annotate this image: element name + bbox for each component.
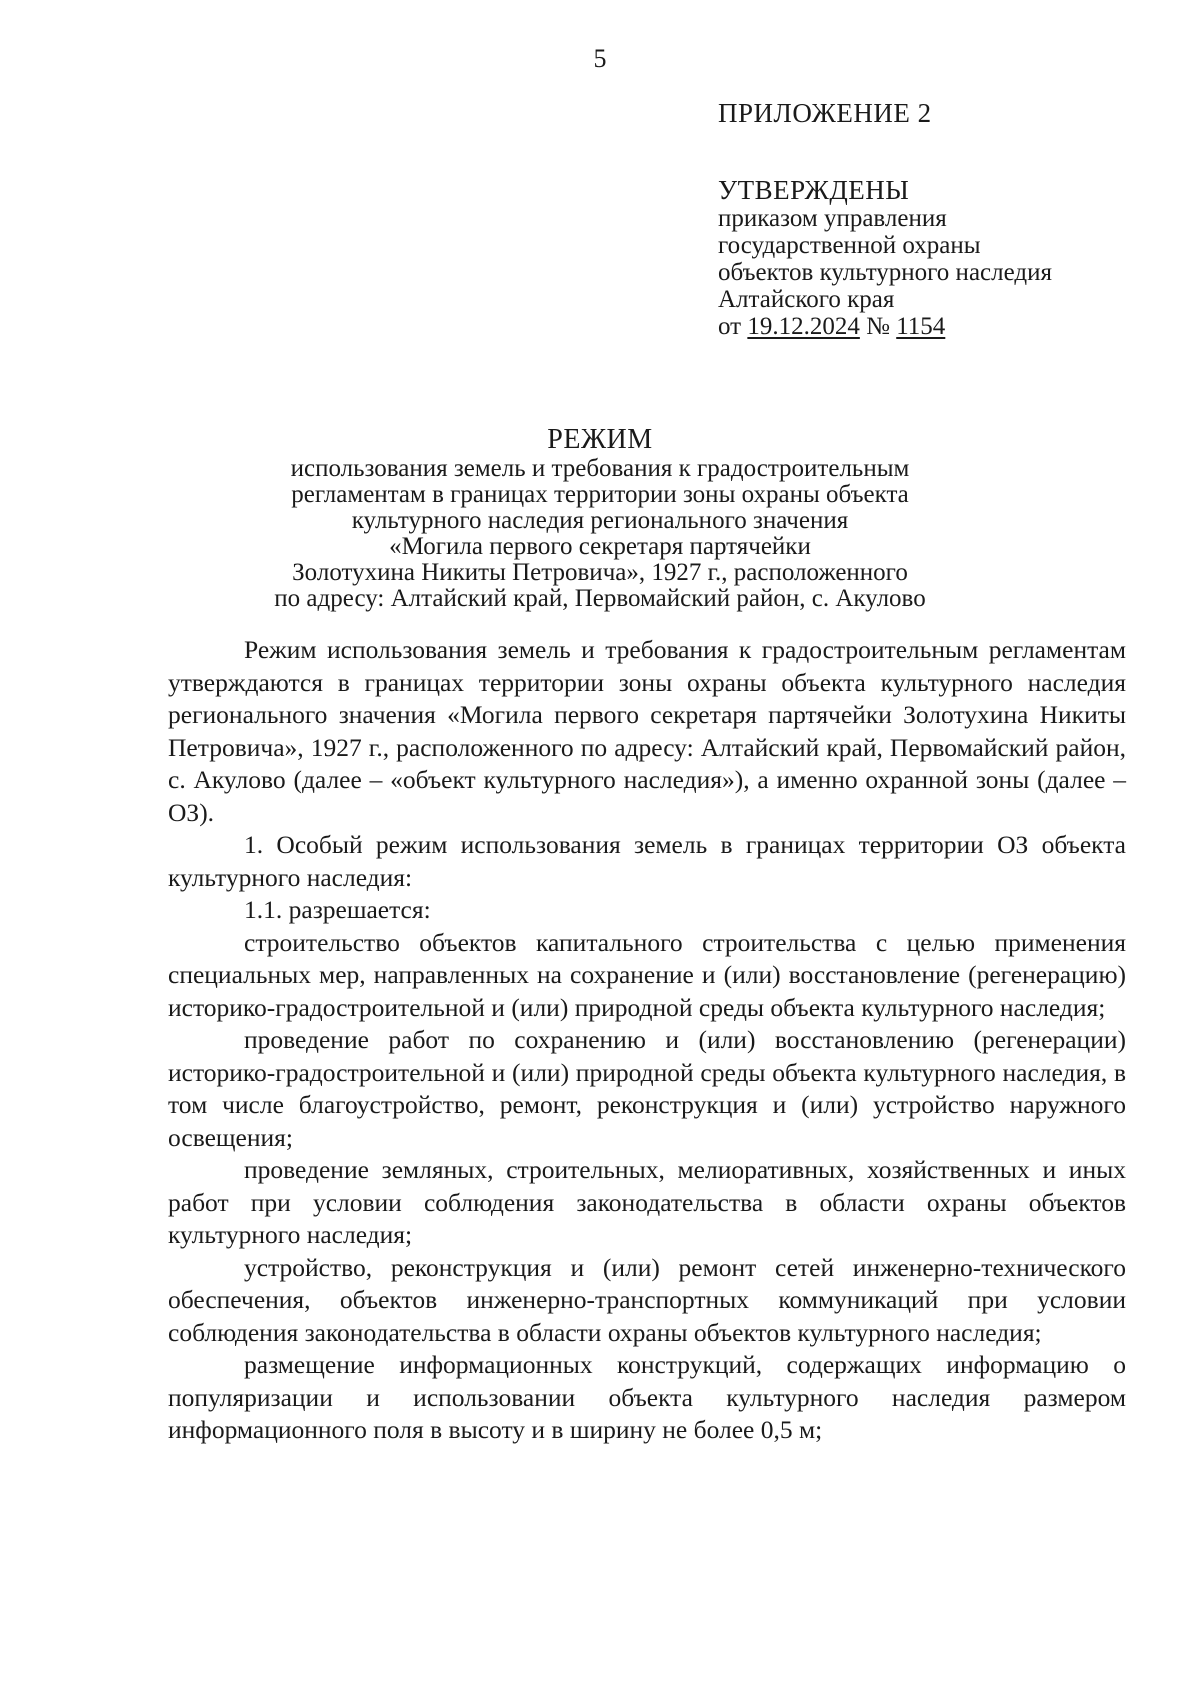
approval-number: 1154 bbox=[896, 313, 946, 340]
subtitle-line: регламентам в границах территории зоны охраны объекта bbox=[291, 481, 909, 508]
regime-subtitle bbox=[250, 456, 950, 612]
page-number: 5 bbox=[593, 44, 607, 73]
subtitle-line: использования земель и требования к градостроительным bbox=[290, 455, 910, 482]
subtitle-line: по адресу: Алтайский край, Первомайский район, с. Акулово bbox=[274, 585, 926, 612]
list-item: строительство объектов капитального строительства с целью применения специальных мер, направленных на сохранение и (или) восстановление (регенерацию) историко-градостроительной и (или) природной среды объекта культурного наследия; bbox=[168, 927, 1126, 1022]
approval-line: объектов культурного наследия bbox=[718, 259, 1052, 286]
section-1-1-paragraph: 1.1. разрешается: bbox=[244, 895, 431, 924]
approval-date-line bbox=[718, 313, 1158, 340]
subtitle-line: культурного наследия регионального значения bbox=[351, 507, 849, 534]
approval-date: 19.12.2024 bbox=[747, 313, 860, 340]
section-1-paragraph: 1. Особый режим использования земель в границах территории ОЗ объекта культурного наследия: bbox=[168, 830, 1126, 892]
regime-title: РЕЖИМ bbox=[547, 424, 653, 455]
list-item: размещение информационных конструкций, содержащих информацию о популяризации и использовании объекта культурного наследия размером информационного поля в высоту и в ширину не более 0,5 м; bbox=[168, 1350, 1126, 1444]
list-item: устройство, реконструкция и (или) ремонт сетей инженерно-технического обеспечения, объектов инженерно-транспортных коммуникаций при условии соблюдения законодательства в области охраны объектов культурного наследия; bbox=[168, 1252, 1126, 1347]
approval-line: государственной охраны bbox=[718, 232, 981, 259]
list-item: проведение работ по сохранению и (или) восстановлению (регенерации) историко-градостроительной и (или) природной среды объекта культурного наследия, в том числе благоустройство, ремонт, реконструкция и (или) устройство наружного освещения; bbox=[168, 1025, 1126, 1152]
list-item: проведение земляных, строительных, мелиоративных, хозяйственных и иных работ при условии соблюдения законодательства в области охраны объектов культурного наследия; bbox=[168, 1155, 1126, 1249]
appendix-label: ПРИЛОЖЕНИЕ 2 bbox=[718, 98, 932, 128]
approval-line: приказом управления bbox=[718, 205, 947, 232]
approved-label: УТВЕРЖДЕНЫ bbox=[718, 175, 910, 205]
body-text bbox=[168, 634, 1126, 1447]
approval-block bbox=[718, 98, 1158, 340]
subtitle-line: Золотухина Никиты Петровича», 1927 г., расположенного bbox=[292, 559, 908, 586]
number-prefix: № bbox=[866, 313, 890, 340]
intro-paragraph: Режим использования земель и требования к градостроительным регламентам утверждаются в границах территории зоны охраны объекта культурного наследия регионального значения «Могила первого секретаря партячейки Золотухина Никиты Петровича», 1927 г., расположенного по адресу: Алтайский край, Первомайский район, с. Акулово (далее – «объект культурного наследия»), а именно охранной зоны (далее – ОЗ). bbox=[168, 635, 1126, 827]
subtitle-line: «Могила первого секретаря партячейки bbox=[389, 533, 811, 560]
approval-line: Алтайского края bbox=[718, 286, 895, 313]
date-prefix: от bbox=[718, 313, 742, 340]
